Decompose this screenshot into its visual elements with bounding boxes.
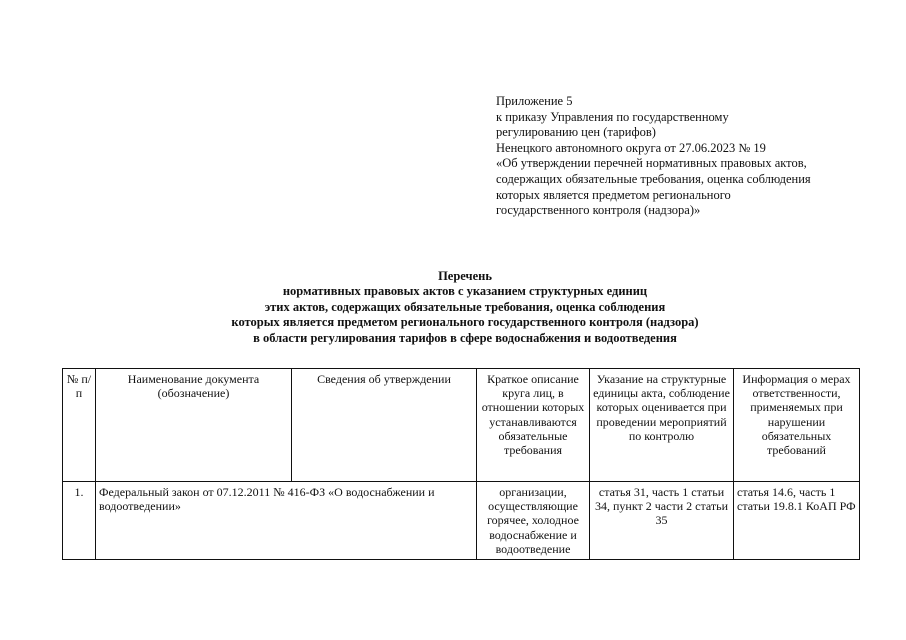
table-row <box>63 482 860 560</box>
title-line: нормативных правовых актов с указанием структурных единиц <box>282 284 648 299</box>
cell-num: 1. <box>63 482 96 560</box>
cell-name: Федеральный закон от 07.12.2011 № 416-ФЗ «О водоснабжении и водоотведении» <box>96 482 477 560</box>
acts-table <box>62 368 860 560</box>
header-measures: Информация о мерах ответственности, применяемых при нарушении обязательных требований <box>734 369 860 482</box>
title-line: этих актов, содержащих обязательные требования, оценка соблюдения <box>264 299 666 314</box>
appendix-line: Приложение 5 <box>496 94 573 108</box>
document-title <box>0 269 906 346</box>
appendix-line: которых является предметом регионального <box>496 187 731 202</box>
appendix-line: «Об утверждении перечней нормативных правовых актов, <box>496 156 807 171</box>
cell-measures: статья 14.6, часть 1 статьи 19.8.1 КоАП РФ <box>734 482 860 560</box>
appendix-line: к приказу Управления по государственному <box>496 109 729 124</box>
title-line: в области регулирования тарифов в сфере водоснабжения и водоотведения <box>253 330 677 345</box>
title-line: Перечень <box>438 269 492 283</box>
appendix-line: регулированию цен (тарифов) <box>496 125 656 140</box>
appendix-line: Ненецкого автономного округа от 27.06.2023 № 19 <box>496 140 766 155</box>
header-units: Указание на структурные единицы акта, соблюдение которых оценивается при проведении мероприятий по контролю <box>590 369 734 482</box>
appendix-line: содержащих обязательные требования, оценка соблюдения <box>496 171 811 186</box>
table-header-row <box>63 369 860 482</box>
cell-units: статья 31, часть 1 статьи 34, пункт 2 части 2 статьи 35 <box>590 482 734 560</box>
cell-description: организации, осуществляющие горячее, холодное водоснабжение и водоотведение <box>477 482 590 560</box>
header-num: № п/п <box>63 369 96 482</box>
header-description: Краткое описание круга лиц, в отношении которых устанавливаются обязательные требования <box>477 369 590 482</box>
header-name: Наименование документа (обозначение) <box>96 369 292 482</box>
title-line: которых является предметом регионального государственного контроля (надзора) <box>231 315 699 330</box>
appendix-header <box>496 94 896 219</box>
header-approval: Сведения об утверждении <box>292 369 477 482</box>
appendix-line: государственного контроля (надзора)» <box>496 203 701 218</box>
